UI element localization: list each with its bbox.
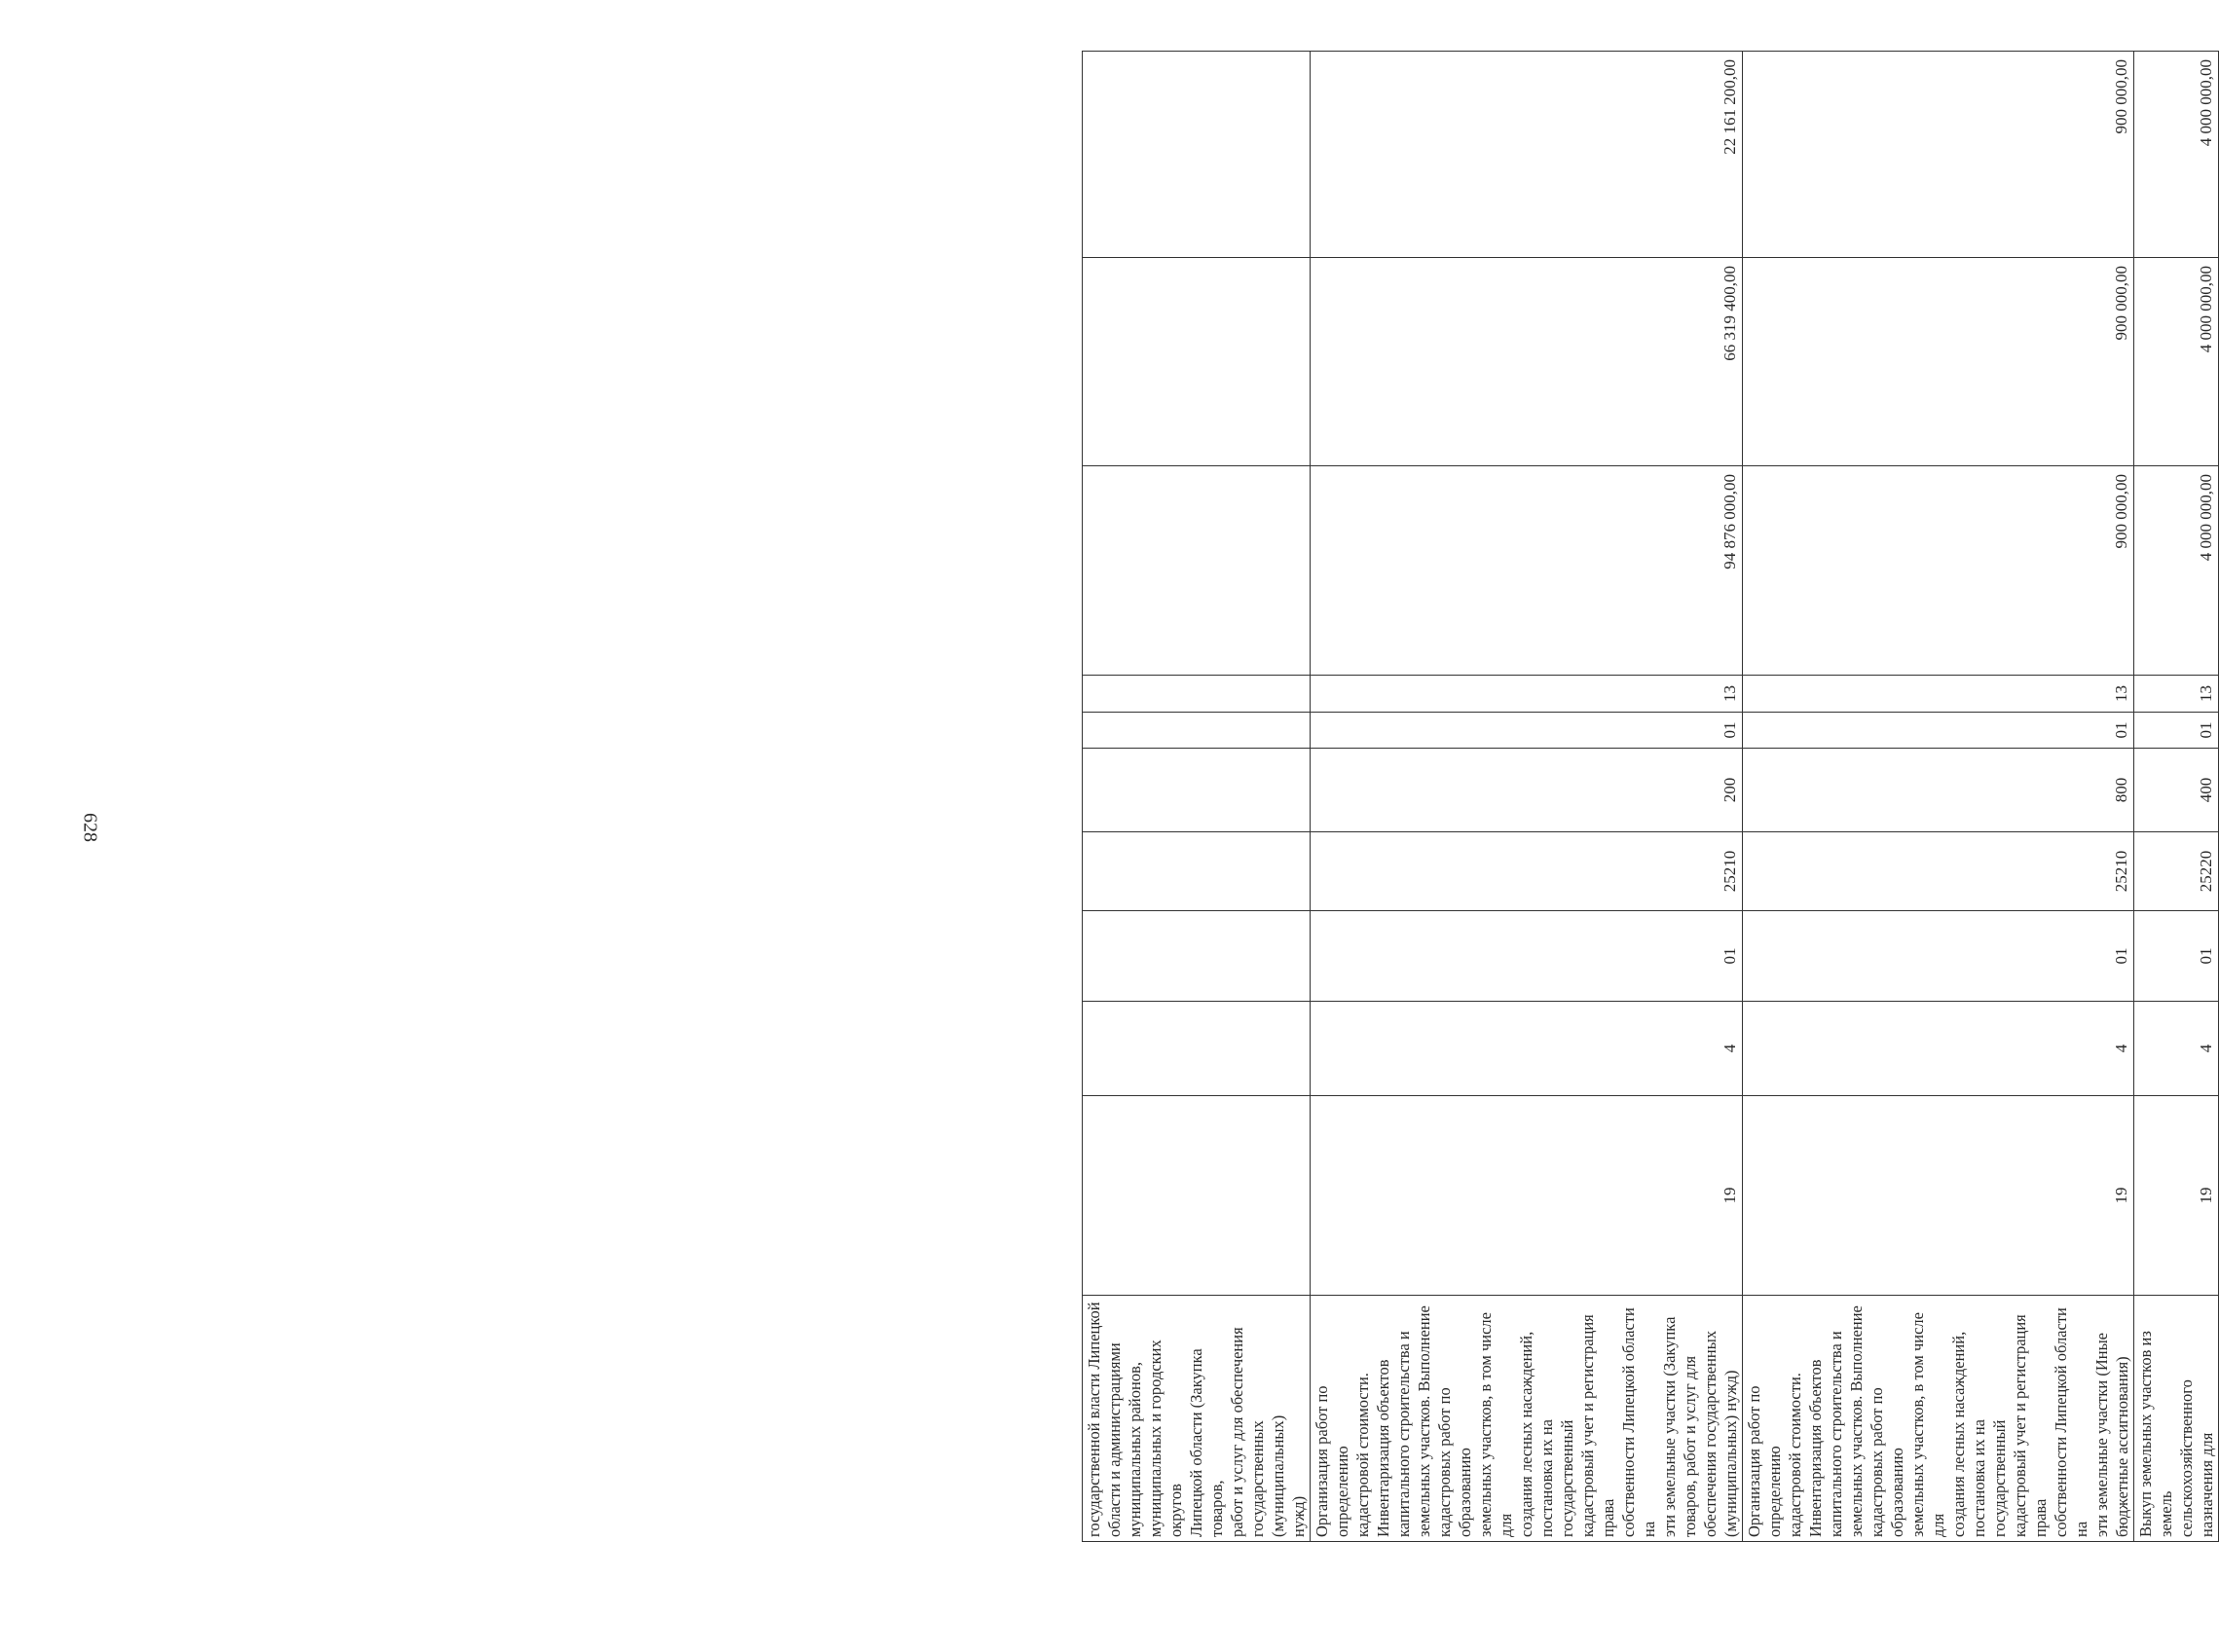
row-description: государственной власти Липецкой области и администрациями муниципальных районов, муниципальных и городских округов Липецкой области (Закупка товаров, работ и услуг для обеспечения государственных (муниципальных) нужд) xyxy=(1083,1296,1311,1542)
table-row xyxy=(1311,52,1743,1542)
row-description: Выкуп земельных участков из земель сельскохозяйственного назначения для xyxy=(2134,1296,2219,1542)
cell-amount-1: 94 876 000,00 xyxy=(1311,466,1743,676)
cell-code-4: 25220 xyxy=(2134,832,2219,911)
cell-code-5: 200 xyxy=(1311,749,1743,832)
cell-code-4: 25210 xyxy=(1743,832,2134,911)
cell-code-1: 19 xyxy=(1743,1096,2134,1296)
cell-code-3 xyxy=(1083,911,1311,1002)
row-description: Организация работ по определению кадастровой стоимости. Инвентаризация объектов капитального строительства и земельных участков. Выполнение кадастровых работ по образованию земельных участков, в том числе для создания лесных насаждений, постановка их на государственный кадастровый учет и регистрация права собственности Липецкой области на эти земельные участки (Иные бюджетные ассигнования) xyxy=(1743,1296,2134,1542)
cell-code-1: 19 xyxy=(2134,1096,2219,1296)
cell-code-3: 01 xyxy=(1743,911,2134,1002)
cell-code-7 xyxy=(1083,676,1311,713)
cell-code-2: 4 xyxy=(2134,1002,2219,1096)
cell-code-2: 4 xyxy=(1311,1002,1743,1096)
cell-code-6 xyxy=(1083,713,1311,749)
cell-code-3: 01 xyxy=(2134,911,2219,1002)
cell-code-7: 13 xyxy=(2134,676,2219,713)
table-row xyxy=(2134,52,2219,1542)
cell-amount-2 xyxy=(1083,258,1311,466)
table-row xyxy=(1083,52,1311,1542)
cell-code-1: 19 xyxy=(1311,1096,1743,1296)
cell-code-4: 25210 xyxy=(1311,832,1743,911)
cell-amount-1 xyxy=(1083,466,1311,676)
cell-amount-3: 4 000 000,00 xyxy=(2134,52,2219,258)
cell-amount-2: 4 000 000,00 xyxy=(2134,258,2219,466)
cell-code-2: 4 xyxy=(1743,1002,2134,1096)
cell-code-6: 01 xyxy=(2134,713,2219,749)
cell-amount-3: 22 161 200,00 xyxy=(1311,52,1743,258)
cell-amount-1: 900 000,00 xyxy=(1743,466,2134,676)
cell-code-6: 01 xyxy=(1311,713,1743,749)
cell-amount-3 xyxy=(1083,52,1311,258)
cell-code-5: 400 xyxy=(2134,749,2219,832)
cell-code-7: 13 xyxy=(1311,676,1743,713)
cell-amount-1: 4 000 000,00 xyxy=(2134,466,2219,676)
cell-code-1 xyxy=(1083,1096,1311,1296)
page-number: 628 xyxy=(79,813,101,842)
budget-table xyxy=(1082,51,2219,1542)
row-description: Организация работ по определению кадастровой стоимости. Инвентаризация объектов капитального строительства и земельных участков. Выполнение кадастровых работ по образованию земельных участков, в том числе для создания лесных насаждений, постановка их на государственный кадастровый учет и регистрация права собственности Липецкой области на эти земельные участки (Закупка товаров, работ и услуг для обеспечения государственных (муниципальных) нужд) xyxy=(1311,1296,1743,1542)
cell-code-3: 01 xyxy=(1311,911,1743,1002)
cell-code-5 xyxy=(1083,749,1311,832)
cell-code-2 xyxy=(1083,1002,1311,1096)
cell-code-7: 13 xyxy=(1743,676,2134,713)
cell-amount-2: 900 000,00 xyxy=(1743,258,2134,466)
cell-code-4 xyxy=(1083,832,1311,911)
cell-code-6: 01 xyxy=(1743,713,2134,749)
cell-amount-3: 900 000,00 xyxy=(1743,52,2134,258)
table-row xyxy=(1743,52,2134,1542)
cell-amount-2: 66 319 400,00 xyxy=(1311,258,1743,466)
cell-code-5: 800 xyxy=(1743,749,2134,832)
